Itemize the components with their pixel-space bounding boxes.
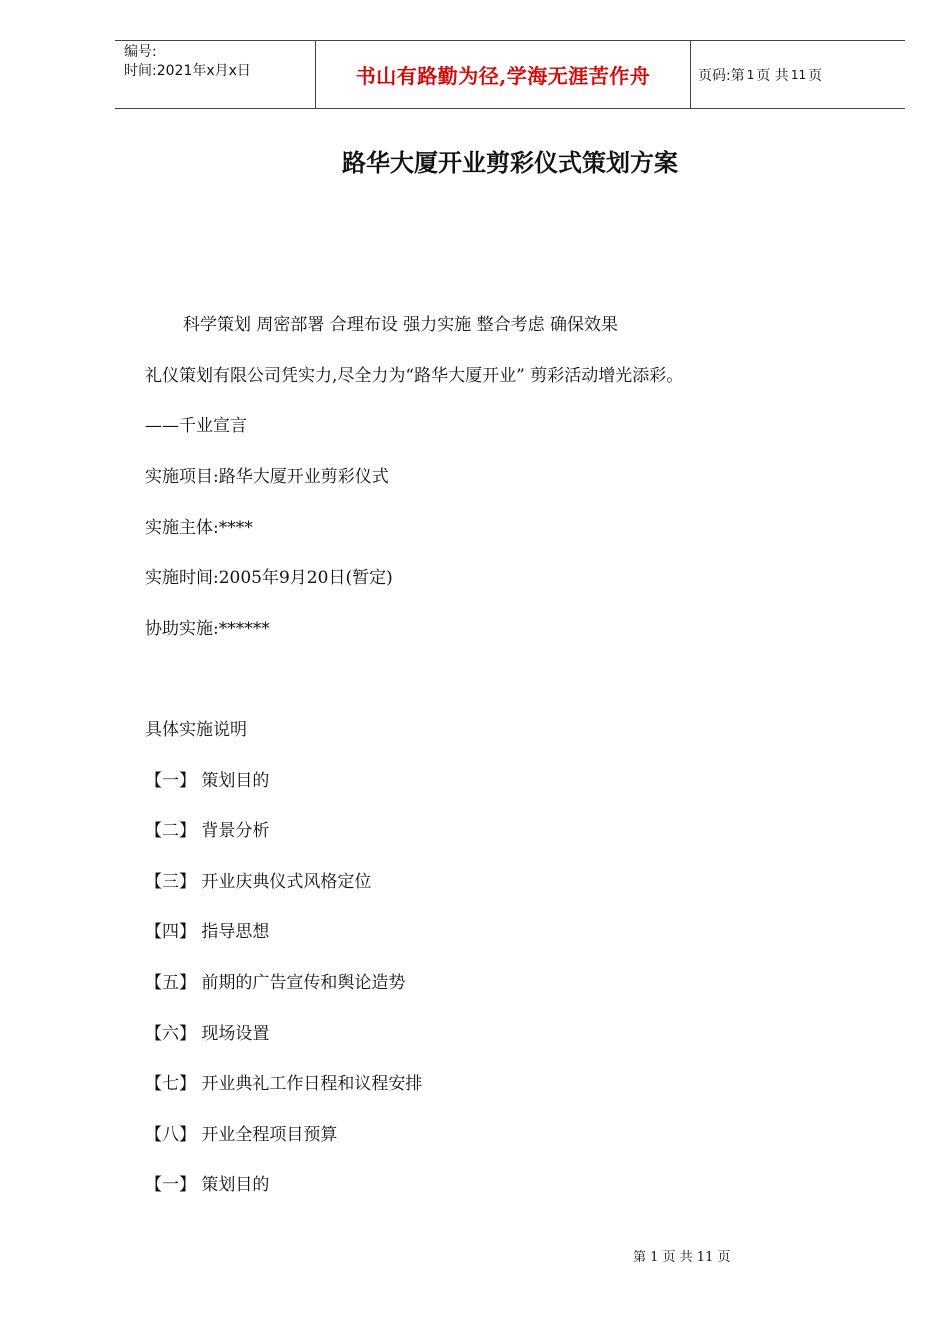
page-mid: 页 共	[756, 67, 789, 84]
page-total: 11	[790, 67, 807, 82]
toc-item: 【一】 策划目的	[145, 771, 270, 791]
toc-item: 【七】 开业典礼工作日程和议程安排	[145, 1074, 423, 1094]
header-motto: 书山有路勤为径,学海无涯苦作舟	[315, 41, 691, 108]
intro-paragraph: 礼仪策划有限公司凭实力,尽全力为“路华大厦开业” 剪彩活动增光添彩。	[145, 366, 684, 386]
document-title: 路华大厦开业剪彩仪式策划方案	[342, 148, 678, 177]
assist-line: 协助实施:******	[145, 619, 270, 639]
toc-item: 【五】 前期的广告宣传和舆论造势	[145, 973, 406, 993]
slogan: 科学策划 周密部署 合理布设 强力实施 整合考虑 确保效果	[183, 315, 619, 335]
toc-item: 【二】 背景分析	[145, 821, 270, 841]
page-footer: 第 1 页 共 11 页	[633, 1250, 731, 1265]
page-number: 1	[746, 67, 755, 82]
toc-item: 【四】 指导思想	[145, 922, 270, 942]
toc-item: 【八】 开业全程项目预算	[145, 1125, 338, 1145]
header-page-info	[689, 41, 905, 108]
toc-heading: 具体实施说明	[145, 720, 247, 740]
page-prefix: 页码:第	[698, 67, 745, 84]
page-suffix: 页	[808, 67, 823, 84]
time-line: 实施时间:2005年9月20日(暂定)	[145, 568, 393, 588]
date-label: 时间:2021年x月x日	[124, 63, 251, 79]
header-meta	[115, 41, 315, 108]
toc-item: 【三】 开业庆典仪式风格定位	[145, 872, 372, 892]
signature: ——千业宣言	[145, 416, 247, 436]
toc-item: 【一】 策划目的	[145, 1175, 270, 1195]
page-header	[115, 40, 905, 109]
project-line: 实施项目:路华大厦开业剪彩仪式	[145, 467, 389, 487]
subject-line: 实施主体:****	[145, 518, 253, 538]
number-label: 编号:	[124, 44, 157, 60]
toc-item: 【六】 现场设置	[145, 1024, 270, 1044]
